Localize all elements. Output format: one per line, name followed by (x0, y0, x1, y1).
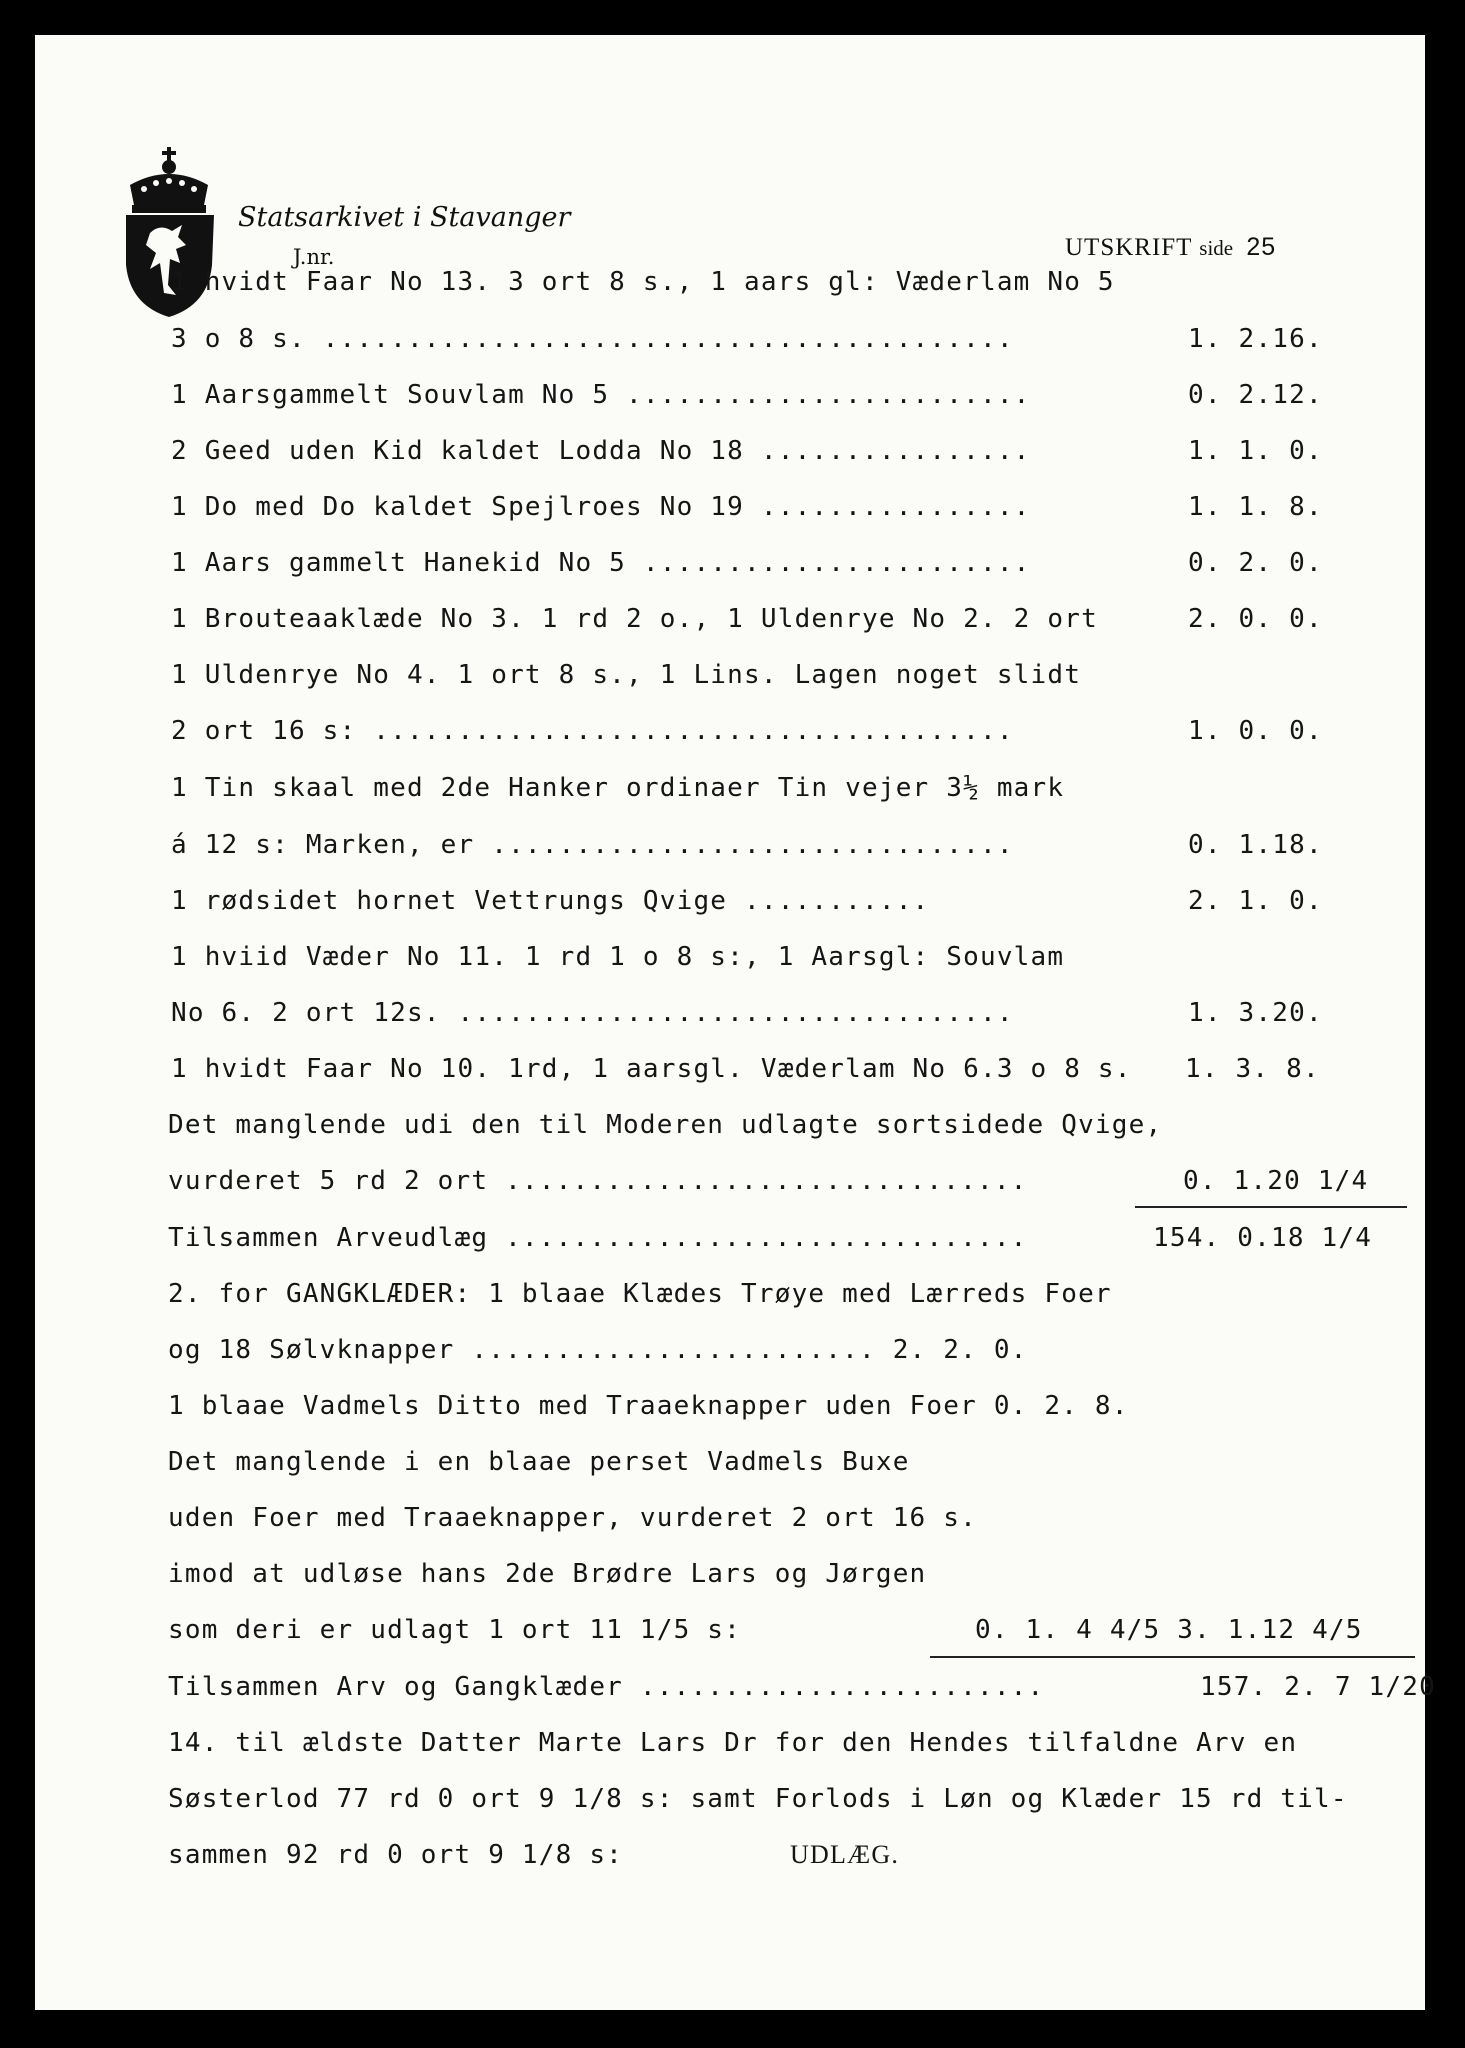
text-line-15: 1 hvidt Faar No 10. 1rd, 1 aarsgl. Væderlam No 6.3 o 8 s. (171, 1054, 1132, 1084)
text-line-9: 2 ort 16 s: ...................................... (171, 716, 1014, 746)
amount-3: 0. 2.12. (1188, 380, 1323, 410)
text-line-8: 1 Uldenrye No 4. 1 ort 8 s., 1 Lins. Lagen noget slidt (171, 660, 1082, 690)
page-header (1065, 233, 1276, 262)
text-line-6: 1 Aars gammelt Hanekid No 5 ....................... (171, 548, 1031, 578)
text-line-22: Det manglende i en blaae perset Vadmels Buxe (168, 1447, 910, 1477)
text-line-19: 2. for GANGKLÆDER: 1 blaae Klædes Trøye med Lærreds Foer (168, 1279, 1112, 1309)
text-line-27: 14. til ældste Datter Marte Lars Dr for den Hendes tilfaldne Arv en (168, 1728, 1298, 1758)
text-line-25: som deri er udlagt 1 ort 11 1/5 s: (168, 1615, 742, 1645)
text-line-10: 1 Tin skaal med 2de Hanker ordinaer Tin vejer 3½ mark (171, 773, 1065, 803)
amount-14: 1. 3.20. (1188, 998, 1323, 1028)
amount-18: 154. 0.18 1/4 (1153, 1223, 1373, 1253)
amount-11: 0. 1.18. (1188, 830, 1323, 860)
amount-12: 2. 1. 0. (1188, 886, 1323, 916)
amount-2: 1. 2.16. (1188, 324, 1323, 354)
amount-15: 1. 3. 8. (1185, 1054, 1320, 1084)
text-line-23: uden Foer med Traaeknapper, vurderet 2 ort 16 s. (168, 1503, 977, 1533)
amount-5: 1. 1. 8. (1188, 492, 1323, 522)
udlaeg-heading: UDLÆG. (790, 1840, 900, 1869)
amount-7: 2. 0. 0. (1188, 604, 1323, 634)
text-line-12: 1 rødsidet hornet Vettrungs Qvige ........... (171, 886, 930, 916)
institution-name: Statsarkivet i Stavanger (238, 202, 571, 233)
text-line-21: 1 blaae Vadmels Ditto med Traaeknapper uden Foer 0. 2. 8. (168, 1391, 1129, 1421)
text-line-16: Det manglende udi den til Moderen udlagte sortsidede Qvige, (168, 1110, 1163, 1140)
text-line-4: 2 Geed uden Kid kaldet Lodda No 18 ................ (171, 436, 1031, 466)
side-label: side (1199, 236, 1234, 260)
text-line-17: vurderet 5 rd 2 ort ............................... (168, 1166, 1028, 1196)
amount-17: 0. 1.20 1/4 (1183, 1166, 1369, 1196)
page-number: 25 (1246, 233, 1277, 261)
text-line-20: og 18 Sølvknapper ........................ 2. 2. 0. (168, 1335, 1028, 1365)
text-line-24: imod at udløse hans 2de Brødre Lars og Jørgen (168, 1559, 927, 1589)
amount-25: 0. 1. 4 4/5 3. 1.12 4/5 (975, 1615, 1363, 1645)
text-line-29: sammen 92 rd 0 ort 9 1/8 s: (168, 1840, 624, 1870)
text-line-2: 3 o 8 s. ......................................... (171, 324, 1014, 354)
text-line-3: 1 Aarsgammelt Souvlam No 5 ........................ (171, 380, 1031, 410)
total-rule (930, 1656, 1415, 1658)
text-line-13: 1 hviid Væder No 11. 1 rd 1 o 8 s:, 1 Aarsgl: Souvlam (171, 942, 1065, 972)
amount-4: 1. 1. 0. (1188, 436, 1323, 466)
document-page (35, 35, 1436, 2010)
text-line-11: á 12 s: Marken, er ............................... (171, 830, 1014, 860)
text-line-18: Tilsammen Arveudlæg ............................... (168, 1223, 1028, 1253)
amount-26: 157. 2. 7 1/20 (1200, 1672, 1436, 1702)
subtotal-rule (1135, 1206, 1407, 1208)
amount-9: 1. 0. 0. (1188, 716, 1323, 746)
utskrift-label: UTSKRIFT (1065, 234, 1193, 261)
journal-number-label: J.nr. (293, 245, 335, 269)
text-line-26: Tilsammen Arv og Gangklæder ........................ (168, 1672, 1045, 1702)
text-line-28: Søsterlod 77 rd 0 ort 9 1/8 s: samt Forlods i Løn og Klæder 15 rd til- (168, 1784, 1348, 1814)
amount-6: 0. 2. 0. (1188, 548, 1323, 578)
text-line-5: 1 Do med Do kaldet Spejlroes No 19 ................ (171, 492, 1031, 522)
text-line-14: No 6. 2 ort 12s. ................................. (171, 998, 1014, 1028)
text-line-1: 1 hvidt Faar No 13. 3 ort 8 s., 1 aars gl: Væderlam No 5 (171, 267, 1115, 297)
text-line-7: 1 Brouteaaklæde No 3. 1 rd 2 o., 1 Uldenrye No 2. 2 ort (171, 604, 1098, 634)
